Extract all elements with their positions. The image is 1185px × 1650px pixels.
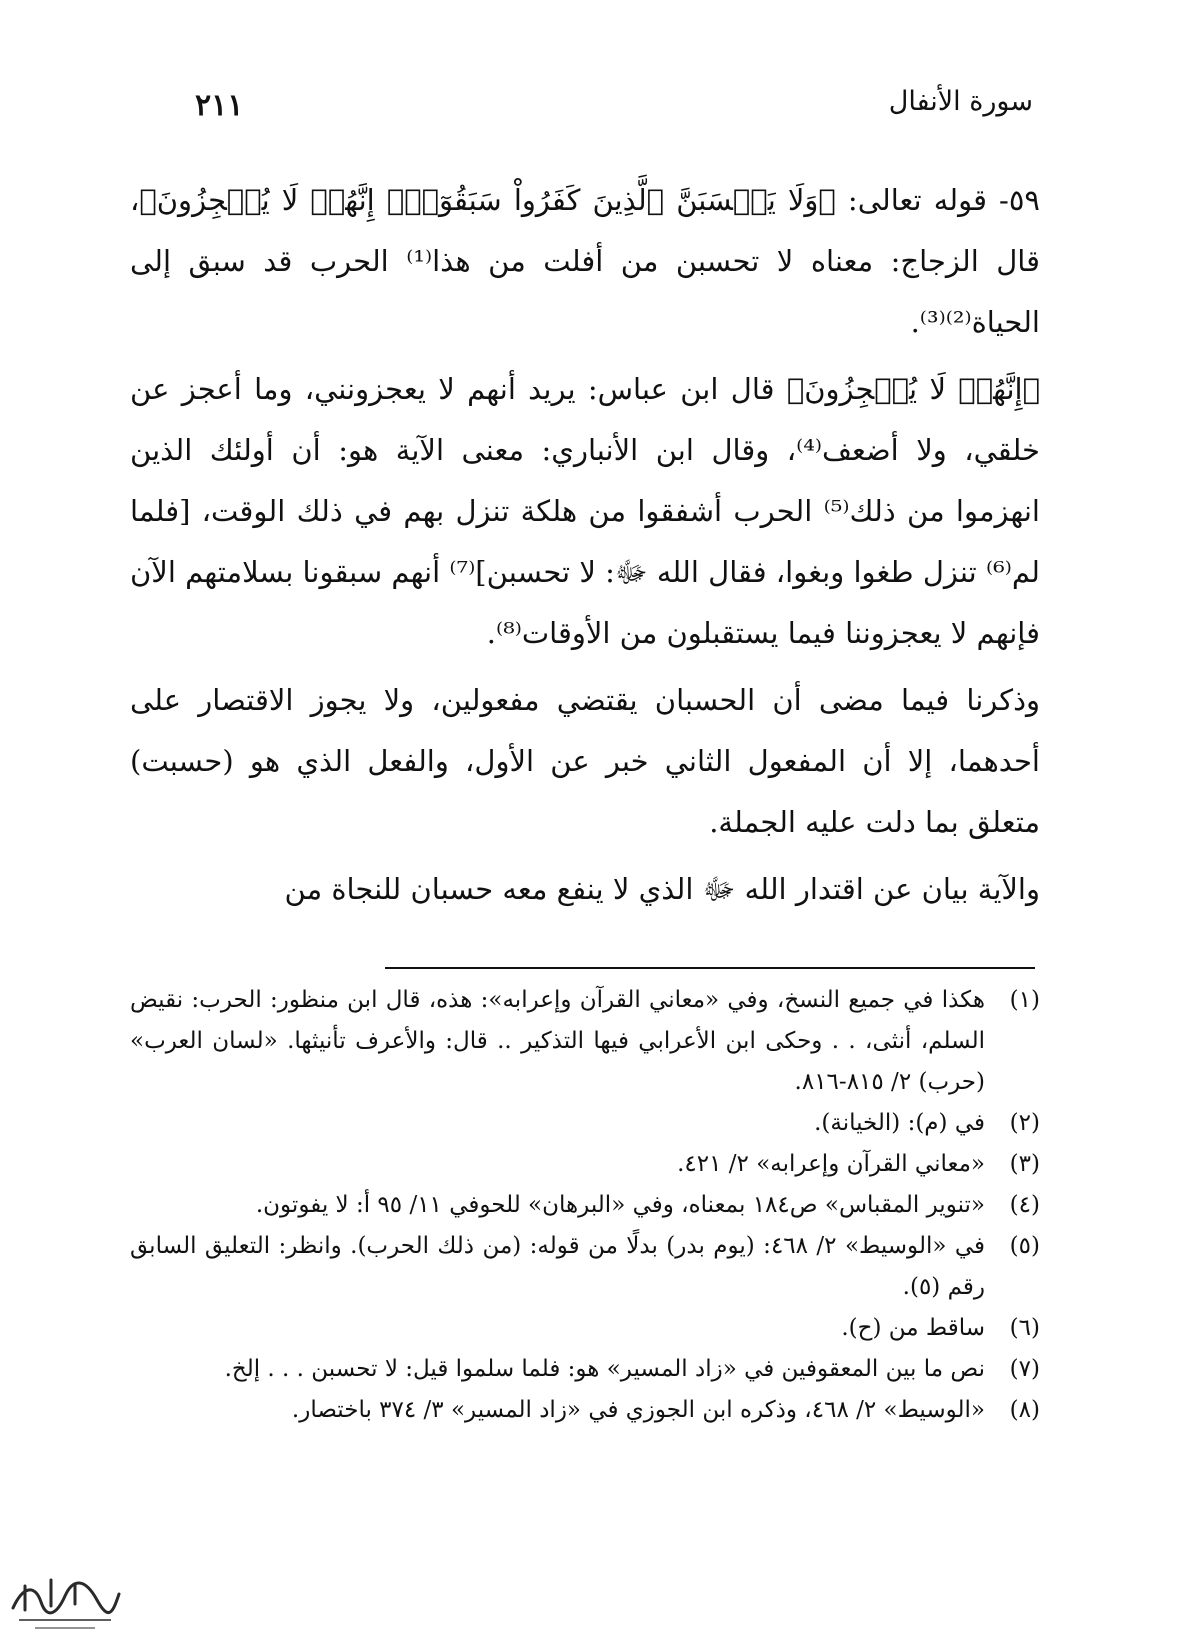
paragraph: ٥٩- قوله تعالى: ﴿وَلَا يَحۡسَبَنَّ ٱلَّذِينَ كَفَرُواْ سَبَقُوٓاْۚ إِنَّهُمۡ لَا يُعۡجِزُونَ﴾، قال الزجاج: معناه لا تحسبن من أفلت من هذا⁽¹⁾ الحرب قد سبق إلى الحياة⁽²⁾⁽³⁾. [130,183,1041,339]
footnote-item [130,1103,1040,1144]
footnote-text: في (م): (الخيانة). [814,1110,985,1136]
watermark-logo [5,1556,125,1636]
surah-title: سورة الأنفال [888,86,1033,117]
footnote-text: ساقط من (ح). [841,1315,985,1341]
footnote-number: (٣) [1009,1151,1040,1177]
paragraph: ﴿إِنَّهُمۡ لَا يُعۡجِزُونَ﴾ قال ابن عباس: يريد أنهم لا يعجزونني، وما أعجز عن خلقي، ولا أضعف⁽⁴⁾، وقال ابن الأنباري: معنى الآية هو: أن أولئك الذين انهزموا من ذلك⁽⁵⁾ الحرب أشفقوا من هلكة تنزل بهم في ذلك الوقت، [فلما لم⁽⁶⁾ تنزل طغوا وبغوا، فقال الله ﷻ: لا تحسبن]⁽⁷⁾ أنهم سبقونا بسلامتهم الآن فإنهم لا يعجزوننا فيما يستقبلون من الأوقات⁽⁸⁾. [130,372,1040,650]
footnote-text: في «الوسيط» ٢/ ٤٦٨: (يوم بدر) بدلًا من قوله: (من ذلك الحرب). وانظر: التعليق السابق رقم (٥). [130,1233,985,1300]
footnote-item [130,1226,1040,1308]
paragraph: وذكرنا فيما مضى أن الحسبان يقتضي مفعولين، ولا يجوز الاقتصار على أحدهما، إلا أن المفعول الثاني خبر عن الأول، والفعل الذي هو (حسبت) متعلق بما دلت عليه الجملة. [130,683,1040,839]
footnote-number: (٦) [1009,1315,1040,1341]
footnote-number: (٥) [1009,1233,1040,1259]
footnote-text: نص ما بين المعقوفين في «زاد المسير» هو: فلما سلموا قيل: لا تحسبن . . . إلخ. [224,1356,985,1382]
main-text [130,170,1040,920]
page-number: ٢١١ [195,88,244,123]
footnote-number: (٤) [1009,1192,1040,1218]
footnote-item [130,980,1040,1103]
footnote-text: «تنوير المقباس» ص١٨٤ بمعناه، وفي «البرهان» للحوفي ١١/ ٩٥ أ: لا يفوتون. [255,1192,985,1218]
footnote-item [130,1185,1040,1226]
footnote-text: هكذا في جميع النسخ، وفي «معاني القرآن وإعرابه»: هذه، قال ابن منظور: الحرب: نقيض السلم، أنثى، . . وحكى ابن الأعرابي فيها التذكير .. قال: والأعرف تأنيثها. «لسان العرب» (حرب) ٢/ ٨١٥-٨١٦. [130,987,985,1095]
footnote-item [130,1349,1040,1390]
footnote-number: (٢) [1009,1110,1040,1136]
footnote-text: «الوسيط» ٢/ ٤٦٨، وذكره ابن الجوزي في «زاد المسير» ٣/ ٣٧٤ باختصار. [291,1397,985,1423]
footnote-divider [385,967,1035,969]
paragraph: والآية بيان عن اقتدار الله ﷻ الذي لا ينفع معه حسبان للنجاة من [284,872,1040,906]
footnote-item [130,1390,1040,1431]
footnote-item [130,1308,1040,1349]
footnote-number: (٨) [1009,1397,1040,1423]
footnote-item [130,1144,1040,1185]
footnote-number: (٧) [1009,1356,1040,1382]
footnotes [130,980,1040,1431]
footnote-text: «معاني القرآن وإعرابه» ٢/ ٤٢١. [677,1151,985,1177]
footnote-number: (١) [1009,987,1040,1013]
